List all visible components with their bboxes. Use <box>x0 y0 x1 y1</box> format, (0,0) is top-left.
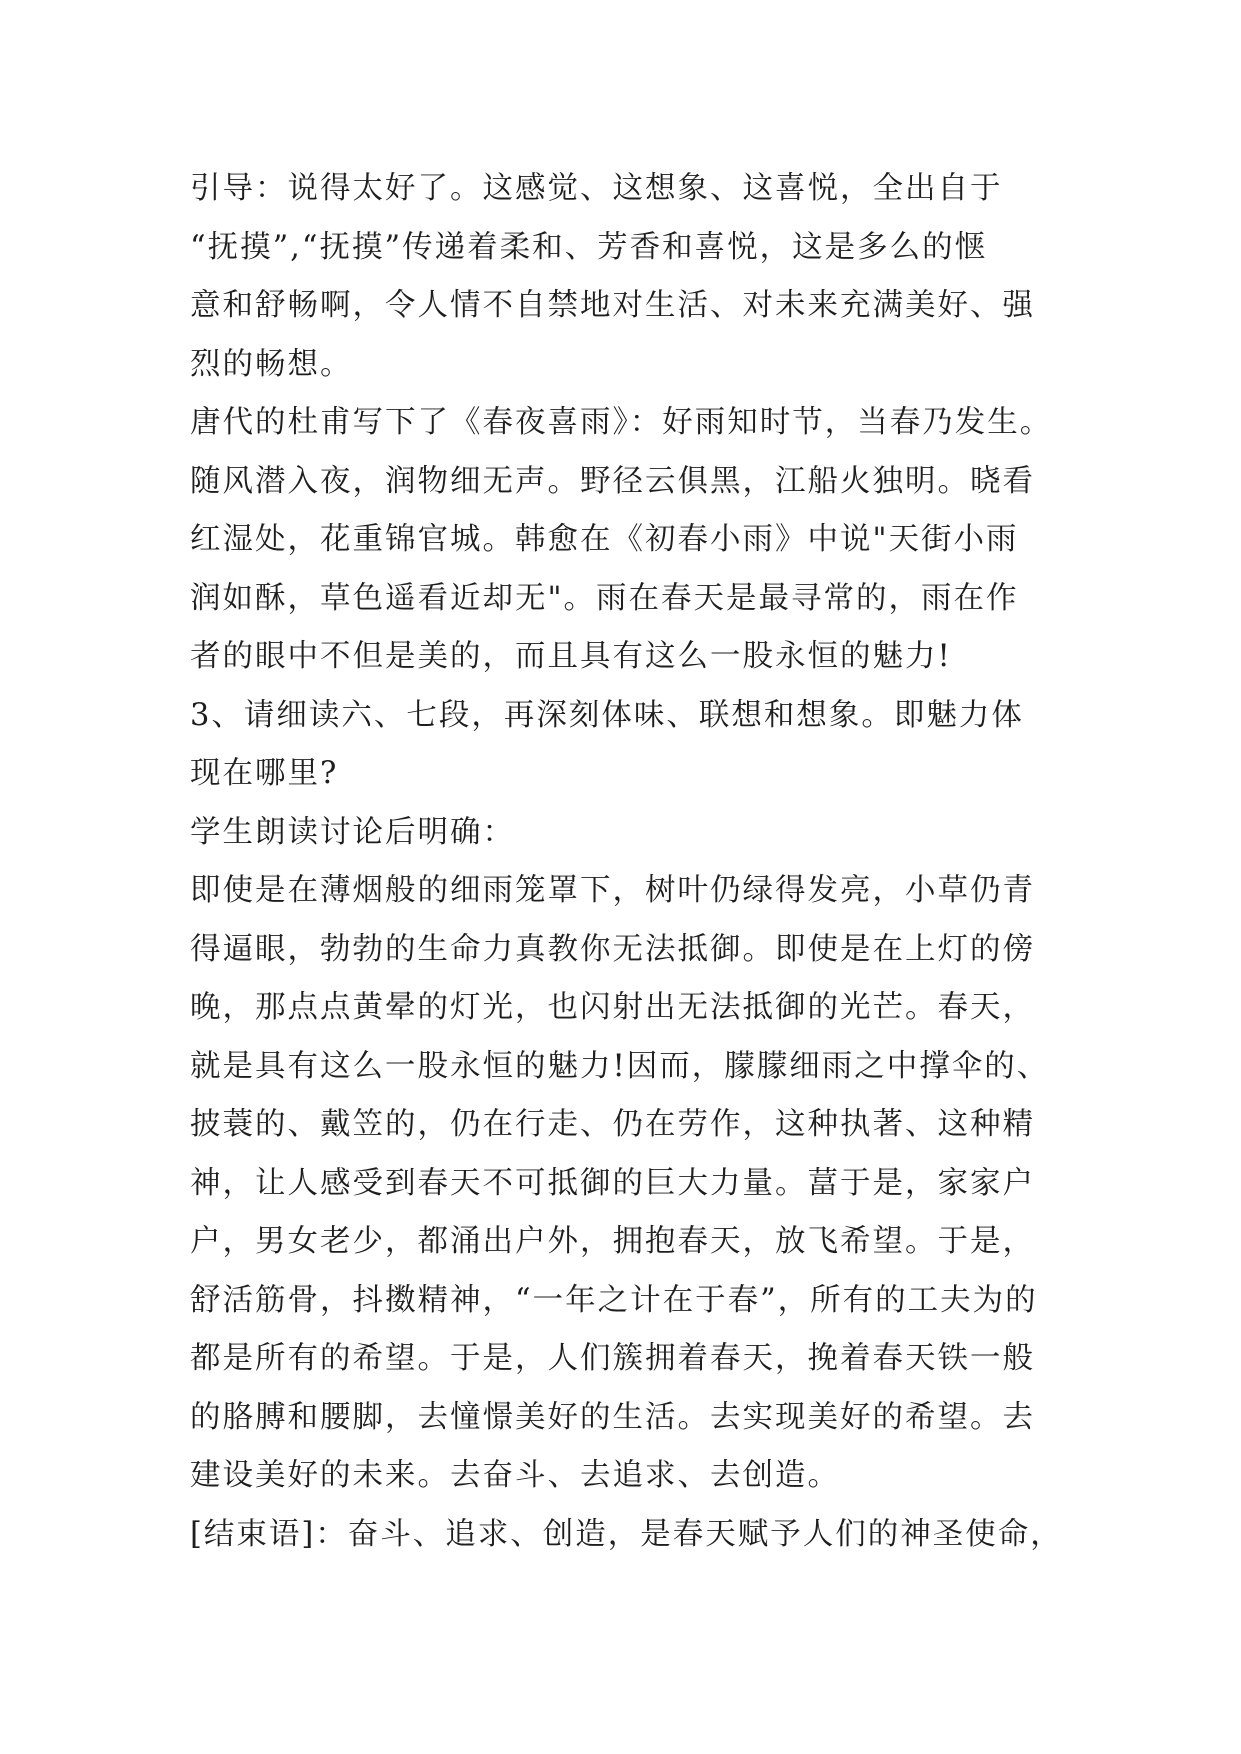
text-line: 引导：说得太好了。这感觉、这想象、这喜悦，全出自于 <box>190 171 1003 206</box>
text-line: 的胳膊和腰脚，去憧憬美好的生活。去实现美好的希望。去 <box>190 1399 1035 1435</box>
text-line: 得逼眼，勃勃的生命力真教你无法抵御。即使是在上灯的傍 <box>190 931 1035 967</box>
text-line: 学生朗读讨论后明确： <box>190 814 515 850</box>
body-text <box>190 160 1063 1564</box>
text-line: “抚摸”,“抚摸”传递着柔和、芳香和喜悦，这是多么的惬 <box>190 229 988 265</box>
text-line: 者的眼中不但是美的，而且具有这么一股永恒的魅力! <box>190 639 952 674</box>
text-line: 唐代的杜甫写下了《春夜喜雨》：好雨知时节，当春乃发生。 <box>190 405 1053 440</box>
text-line: 神，让人感受到春天不可抵御的巨大力量。葍于是，家家户 <box>190 1165 1035 1201</box>
text-line: 就是具有这么一股永恒的魅力!因而，朦朦细雨之中撑伞的、 <box>190 1048 1050 1084</box>
text-line: 舒活筋骨，抖擞精神，“一年之计在于春”，所有的工夫为的 <box>190 1282 1038 1318</box>
text-line: 建设美好的未来。去奋斗、去追求、去创造。 <box>190 1458 840 1493</box>
text-line: 晚，那点点黄晕的灯光，也闪射出无法抵御的光芒。春天， <box>190 990 1035 1025</box>
text-line: 红湿处，花重锦官城。韩愈在《初春小雨》中说"天街小雨 <box>190 522 1019 557</box>
text-line: 披蓑的、戴笠的，仍在行走、仍在劳作，这种执著、这种精 <box>190 1107 1035 1142</box>
text-line: 3、请细读六、七段，再深刻体味、联想和想象。即魅力体 <box>190 697 1024 733</box>
text-line: 意和舒畅啊，令人情不自禁地对生活、对未来充满美好、强 <box>190 288 1035 323</box>
text-line: [结束语]：奋斗、追求、创造，是春天赋予人们的神圣使命， <box>190 1516 1063 1552</box>
text-line: 即使是在薄烟般的细雨笼罩下，树叶仍绿得发亮，小草仍青 <box>190 873 1035 908</box>
text-line: 都是所有的希望。于是，人们簇拥着春天，挽着春天铁一般 <box>190 1341 1035 1376</box>
text-line: 现在哪里? <box>190 756 339 791</box>
text-line: 烈的畅想。 <box>190 346 353 382</box>
text-line: 润如酥，草色遥看近却无"。雨在春天是最寻常的，雨在作 <box>190 580 1019 616</box>
text-line: 随风潜入夜，润物细无声。野径云俱黑，江船火独明。晓看 <box>190 463 1035 499</box>
text-line: 户，男女老少，都涌出户外，拥抱春天，放飞希望。于是， <box>190 1224 1035 1259</box>
